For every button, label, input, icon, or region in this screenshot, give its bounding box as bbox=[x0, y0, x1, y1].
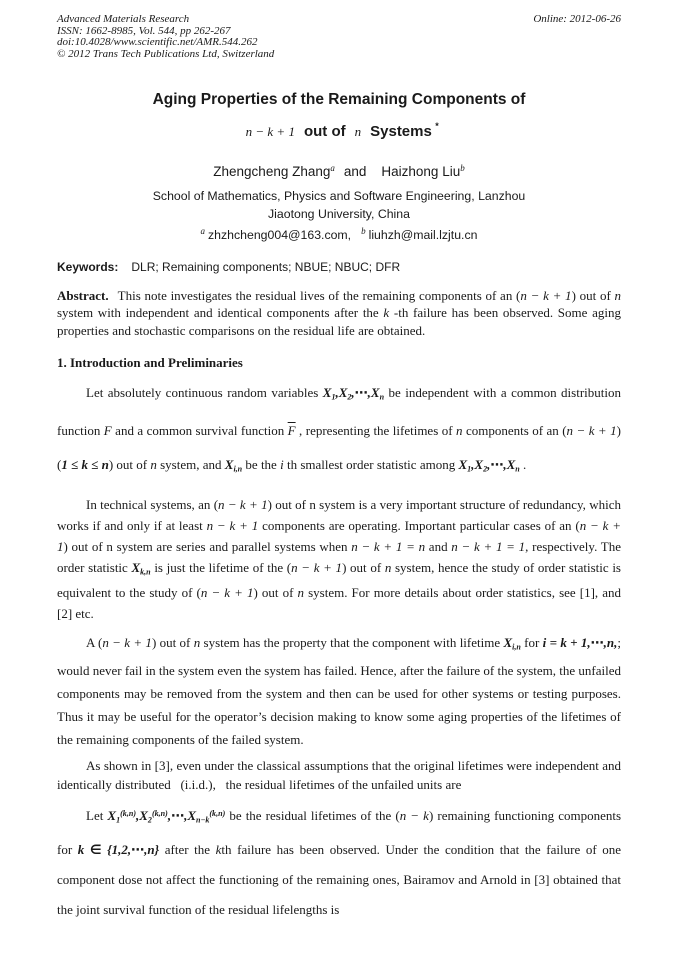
text-segment: n − k + 1 bbox=[200, 585, 254, 601]
text-segment: th smallest order statistic among bbox=[283, 457, 459, 473]
text-segment: n − k + 1 bbox=[102, 635, 152, 651]
text-segment: ,X bbox=[335, 385, 348, 400]
text-segment: n bbox=[150, 457, 157, 473]
text-segment: components of an ( bbox=[462, 423, 567, 439]
text-segment: X bbox=[458, 457, 468, 473]
text-segment: n − k + 1 bbox=[566, 423, 617, 439]
text-segment: components are operating. Important particular cases of an ( bbox=[258, 517, 580, 533]
text-segment: 1 bbox=[116, 815, 121, 825]
text-segment: k bbox=[215, 842, 222, 858]
text-segment: ) out of bbox=[108, 457, 151, 473]
text-segment: -th failure has been observed. Some aging properties and stochastic comparisons on the residual life are obtained. bbox=[57, 305, 621, 338]
keywords-label: Keywords: bbox=[57, 259, 119, 274]
text-segment: n − k bbox=[399, 807, 429, 823]
text-segment: k ∈ {1,2,⋯,n} bbox=[77, 842, 160, 858]
text-segment: $\overline{F}$ bbox=[287, 423, 296, 439]
text-segment: system with independent and identical components after the bbox=[57, 305, 384, 320]
text-segment: b bbox=[460, 163, 465, 173]
affiliation-line1: School of Mathematics, Physics and Software Engineering, Lanzhou bbox=[152, 189, 526, 203]
affiliation-line2: Jiaotong University, China bbox=[268, 206, 410, 221]
text-segment: n − k + 1 bbox=[57, 517, 621, 554]
text-segment: X bbox=[224, 457, 234, 473]
issn-volume-line: ISSN: 1662-8985, Vol. 544, pp 262-267 bbox=[57, 24, 231, 37]
text-segment: X bbox=[503, 635, 513, 651]
text-segment: liuhzh@mail.lzjtu.cn bbox=[368, 228, 478, 242]
intro-paragraph-4 bbox=[57, 756, 621, 794]
text-segment: n − k + 1 = 1 bbox=[451, 538, 526, 554]
text-segment: n − k + 1 bbox=[245, 124, 295, 139]
text-segment: n bbox=[515, 464, 520, 474]
text-segment: be independent with a common distribution function bbox=[57, 385, 621, 439]
text-segment: Zhengcheng Zhang bbox=[213, 164, 331, 179]
text-segment: (k,n) bbox=[151, 808, 168, 818]
abstract-paragraph bbox=[57, 287, 621, 340]
paper-title-line2 bbox=[57, 121, 621, 140]
text-segment: 2 bbox=[483, 464, 488, 474]
text-segment: k bbox=[383, 305, 390, 320]
text-segment: In technical systems, an ( bbox=[86, 496, 219, 512]
intro-paragraph-3 bbox=[57, 631, 621, 750]
text-segment: n − k + 1 bbox=[291, 559, 343, 575]
text-segment: X bbox=[322, 385, 332, 400]
text-segment: a bbox=[330, 163, 335, 173]
text-segment: 2 bbox=[147, 815, 152, 825]
text-segment: ,⋯,X bbox=[167, 807, 196, 823]
text-segment: system, hence the study of order statistic is equivalent to the study of ( bbox=[57, 559, 621, 601]
text-segment: n − k + 1 bbox=[206, 517, 259, 533]
text-segment: n bbox=[614, 287, 621, 303]
text-segment: after the bbox=[159, 842, 216, 858]
text-segment: n − k + 1 = n bbox=[351, 538, 426, 554]
text-segment: system, and bbox=[156, 457, 225, 473]
text-segment: be the bbox=[242, 457, 281, 473]
text-segment: ) out of n system is a very important structure of redundancy, which works if and only if at least bbox=[57, 496, 621, 533]
text-segment: n bbox=[379, 392, 385, 402]
abstract-text bbox=[57, 288, 621, 338]
text-segment: ) out of n system are series and parallel systems when bbox=[63, 538, 352, 554]
text-segment: n bbox=[384, 559, 392, 575]
text-segment: system has the property that the component with lifetime bbox=[200, 635, 504, 651]
text-segment: b bbox=[361, 226, 366, 236]
text-segment: i,n bbox=[512, 642, 521, 652]
text-segment: ) out of bbox=[151, 635, 194, 651]
intro-paragraph-1 bbox=[57, 376, 621, 487]
text-segment: This note investigates the residual lives of the remaining components of an ( bbox=[117, 287, 521, 303]
text-segment: ) out of bbox=[342, 559, 385, 575]
authors-line bbox=[57, 163, 621, 179]
journal-name: Advanced Materials Research bbox=[57, 13, 190, 25]
text-segment: , representing the lifetimes of bbox=[295, 423, 456, 439]
text-segment: X bbox=[131, 559, 141, 575]
text-segment: , respectively. The order statistic bbox=[57, 538, 622, 575]
keywords-row bbox=[57, 260, 621, 274]
abstract-label: Abstract. bbox=[57, 287, 109, 303]
text-segment: ,X bbox=[471, 457, 484, 473]
text-segment: i bbox=[280, 457, 284, 473]
text-segment: ,⋯,X bbox=[487, 457, 516, 473]
text-segment: n−k bbox=[196, 815, 210, 825]
text-segment: and bbox=[425, 538, 452, 554]
text-segment: out of bbox=[303, 123, 346, 140]
text-segment: * bbox=[434, 121, 439, 131]
keywords-text: DLR; Remaining components; NBUE; NBUC; DFR bbox=[131, 259, 401, 274]
copyright-line: © 2012 Trans Tech Publications Ltd, Switzerland bbox=[57, 47, 275, 60]
text-segment: system. For more details about order statistics, see [1], and [2] etc. bbox=[57, 585, 621, 622]
text-segment: As shown in [3], even under the classical assumptions that the original lifetimes were independent and identically distributed (i.i.d.), the residual lifetimes of the unfailed units are bbox=[57, 757, 621, 792]
journal-header-left bbox=[57, 14, 274, 60]
paper-title bbox=[57, 91, 621, 140]
online-date: Online: 2012-06-26 bbox=[533, 13, 621, 25]
section-1-heading: 1. Introduction and Preliminaries bbox=[57, 355, 243, 370]
text-segment: Let absolutely continuous random variables bbox=[86, 385, 323, 400]
text-segment: ) out of bbox=[253, 585, 298, 601]
text-segment: 1 ≤ k ≤ n bbox=[61, 457, 109, 473]
intro-paragraph-5 bbox=[57, 799, 621, 925]
text-segment: Systems bbox=[370, 123, 432, 140]
text-segment: n − k + 1 bbox=[218, 496, 268, 512]
text-segment: ; would never fail in the system even the system has failed. Hence, after the failure of the system, the unfailed components may be removed from the system and then can be used for other systems or testing purposes. Thus it may be useful for the operator’s decision making to know some aging properties of the lifetimes of the remaining components of the failed system. bbox=[57, 635, 621, 747]
text-segment: zhzhcheng004@163.com, bbox=[208, 228, 352, 242]
text-segment: ) remaining functioning components for bbox=[57, 807, 622, 858]
doi-line: doi:10.4028/www.scientific.net/AMR.544.262 bbox=[57, 36, 258, 48]
text-segment: Haizhong Liu bbox=[381, 164, 461, 179]
text-segment: A ( bbox=[86, 635, 103, 651]
text-segment: (k,n) bbox=[120, 808, 136, 818]
text-segment: n − k + 1 bbox=[520, 287, 572, 303]
text-segment: n bbox=[456, 423, 463, 439]
text-segment: i,n bbox=[233, 464, 243, 474]
text-segment: . bbox=[519, 457, 527, 473]
text-segment: be the residual lifetimes of the ( bbox=[225, 807, 400, 823]
text-segment: n bbox=[297, 585, 305, 601]
journal-header bbox=[57, 14, 621, 60]
text-segment: ,X bbox=[136, 807, 148, 823]
email-line bbox=[57, 223, 621, 245]
text-segment: 2 bbox=[347, 392, 352, 402]
text-segment: is just the lifetime of the ( bbox=[150, 559, 292, 575]
text-segment: X bbox=[107, 807, 117, 823]
text-segment: for bbox=[520, 635, 543, 651]
text-segment: 1 bbox=[331, 392, 336, 402]
paper-title-line1: Aging Properties of the Remaining Components of bbox=[152, 91, 526, 108]
text-segment: ,⋯,X bbox=[351, 385, 380, 400]
text-segment: n bbox=[354, 124, 362, 139]
text-segment: 1 bbox=[467, 464, 472, 474]
text-segment: a bbox=[200, 226, 206, 236]
text-segment: and a common survival function bbox=[111, 423, 288, 439]
text-segment: Let bbox=[86, 807, 108, 823]
text-segment: n bbox=[193, 635, 201, 651]
text-segment: i = k + 1,⋯,n, bbox=[542, 635, 618, 651]
intro-paragraph-2 bbox=[57, 494, 621, 624]
text-segment: ) out of bbox=[571, 287, 615, 303]
text-segment: and bbox=[343, 164, 367, 179]
text-segment: F bbox=[103, 423, 112, 439]
text-segment: (k,n) bbox=[209, 808, 226, 818]
text-segment: th failure has been observed. Under the condition that the failure of one component dose not affect the functioning of the remaining ones, Bairamov and Arnold in [3] obtained that the joint survival function of the residual lifelengths is bbox=[57, 842, 622, 918]
text-segment: k,n bbox=[140, 567, 151, 577]
text-segment: ) ( bbox=[57, 423, 621, 473]
affiliation-block bbox=[57, 188, 621, 245]
